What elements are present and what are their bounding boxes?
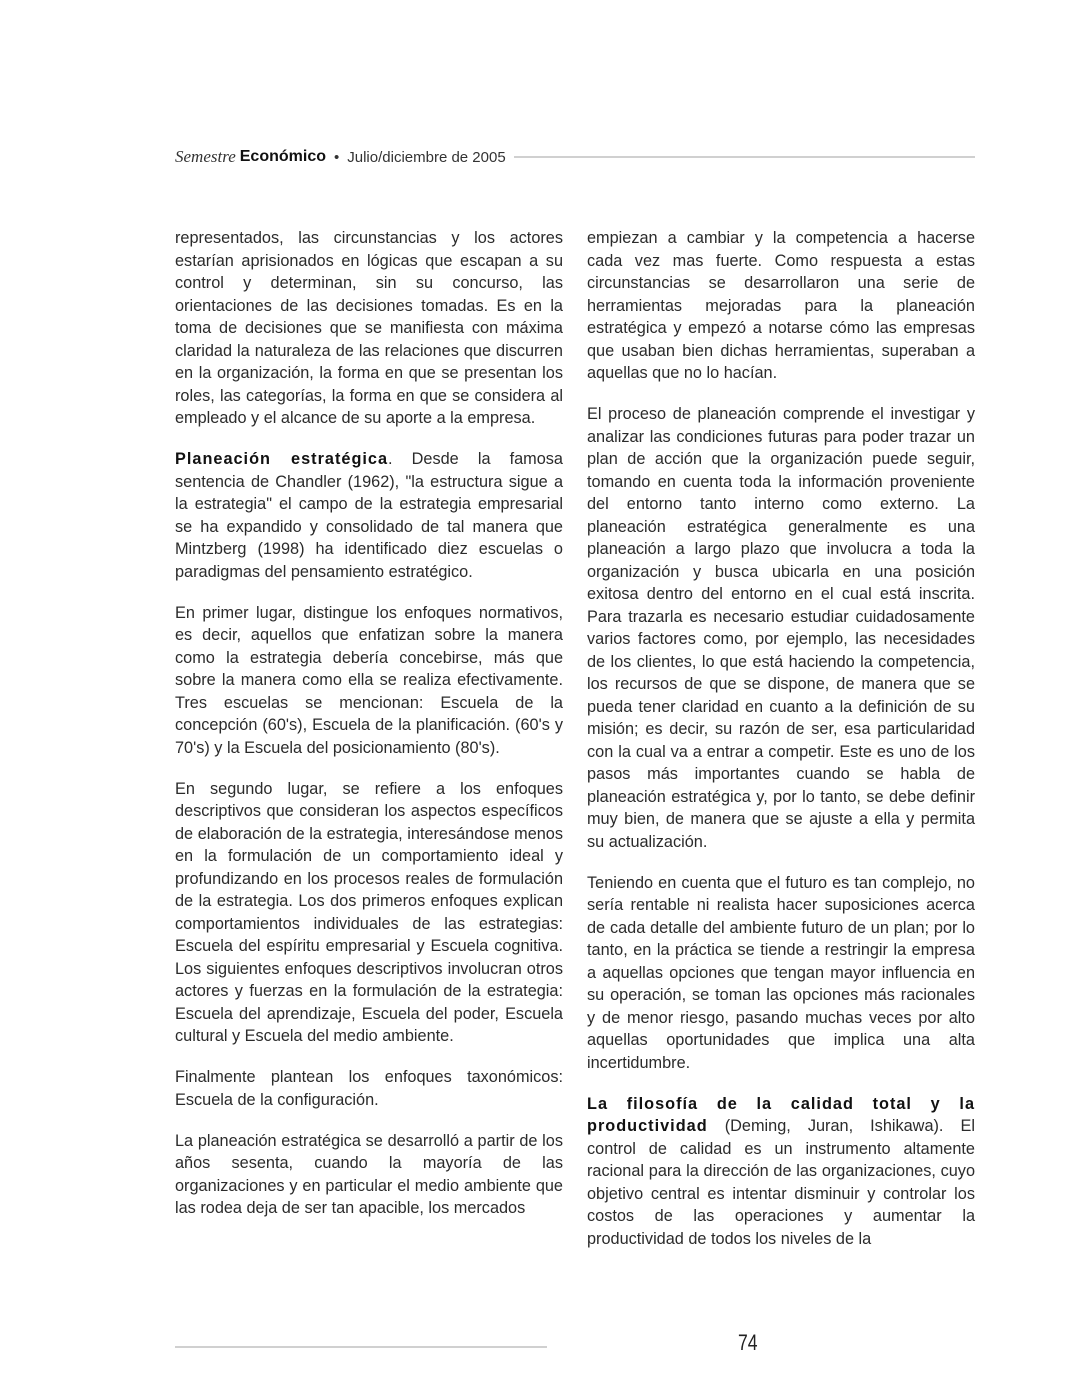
footer-rule bbox=[175, 1346, 547, 1348]
journal-name-italic: Semestre bbox=[175, 147, 236, 166]
paragraph-text: El proceso de planeación comprende el investigar y analizar las condiciones futuras para poder trazar un plan de acción que la organización puede seguir, tomando en cuenta toda la información proveniente del entorno tanto interno como externo. La planeación estratégica generalmente es una planeación a largo plazo que involucra a toda la organización y busca ubicarla en una posición exitosa dentro del entorno en el cual está inscrita. Para trazarla es necesario estudiar cuidadosamente varios factores como, por ejemplo, las necesidades de los clientes, lo que está haciendo la competencia, los recursos de que se dispone, de manera que se pueda tener claridad en cuanto a la definición de su misión; es decir, su razón de ser, esa particularidad con la cual va a entrar a competir. Este es uno de los pasos más importantes cuando se habla de planeación estratégica y, por lo tanto, se debe definir muy bien, de manera que se ajuste a ella y permita su actualización. bbox=[587, 405, 975, 851]
paragraph bbox=[175, 778, 563, 1048]
paragraph-text: Finalmente plantean los enfoques taxonómicos: Escuela de la configuración. bbox=[175, 1068, 563, 1109]
header-separator: • bbox=[333, 148, 340, 166]
paragraph-text: . Desde la famosa sentencia de Chandler (1962), "la estructura sigue a la estrategia" el campo de la estrategia empresarial se ha expandido y consolidado de tal manera que Mintzberg (1998) ha identificado diez escuelas o paradigmas del pensamiento estratégico. bbox=[175, 450, 563, 581]
right-column bbox=[587, 227, 975, 1269]
paragraph-text: (Deming, Juran, Ishikawa). El control de calidad es un instrumento altamente racional para la dirección de las organizaciones, cuyo objetivo central es intentar disminuir y controlar los costos de las operaciones y aumentar la productividad de todos los niveles de la bbox=[587, 1117, 975, 1248]
paragraph bbox=[175, 448, 563, 583]
paragraph-text: La planeación estratégica se desarrolló a partir de los años sesenta, cuando la mayoría de las organizaciones y en particular el medio ambiente que las rodea deja de ser tan apacible, los mercados bbox=[175, 1131, 563, 1217]
section-heading: La filosofía de la calidad total y la productividad bbox=[587, 1094, 975, 1135]
paragraph-text: En primer lugar, distingue los enfoques normativos, es decir, aquellos que enfatizan sobre la manera como la estrategia debería concebirse, más que sobre la manera como ella se realiza efectivamente. Tres escuelas se mencionan: Escuela de la concepción (60's), Escuela de la planificación. (60's y 70's) y la Escuela del posicionamiento (80's). bbox=[175, 603, 563, 757]
paragraph bbox=[587, 227, 975, 385]
paragraph bbox=[175, 602, 563, 760]
journal-name-bold: Económico bbox=[239, 148, 326, 165]
paragraph-text: En segundo lugar, se refiere a los enfoques descriptivos que consideran los aspectos específicos de elaboración de la estrategia, interesándose menos en la formulación de un comportamiento ideal y profundizando en los procesos reales de formulación de la estrategia. Los dos primeros enfoques explican comportamientos individuales de las estrategias: Escuela del espíritu empresarial y Escuela cognitiva. Los siguientes enfoques descriptivos involucran otros actores y fuerzas en la formulación de la estrategia: Escuela del aprendizaje, Escuela del poder, Escuela cultural y Escuela del medio ambiente. bbox=[175, 779, 563, 1045]
issue-date: Julio/diciembre de 2005 bbox=[347, 148, 506, 166]
section-heading: Planeación estratégica bbox=[175, 450, 389, 468]
paragraph-text: Teniendo en cuenta que el futuro es tan complejo, no sería rentable ni realista hacer suposiciones acerca de cada detalle del ambiente futuro de un plan; por lo tanto, en la práctica se tiende a restringir la empresa a aquellas opciones que tengan mayor influencia en su operación, se toman las opciones más racionales y de menor riesgo, pasando muchas veces por alto aquellas oportunidades que implica una alta incertidumbre. bbox=[587, 873, 975, 1072]
paragraph-text: empiezan a cambiar y la competencia a hacerse cada vez mas fuerte. Como respuesta a estas circunstancias se desarrollaron una serie de herramientas mejoradas para la planeación estratégica y empezó a notarse cómo las empresas que usaban bien dichas herramientas, superaban a aquellas que no lo hacían. bbox=[587, 229, 975, 382]
header-rule bbox=[514, 156, 975, 158]
paragraph bbox=[587, 872, 975, 1075]
paragraph bbox=[587, 1093, 975, 1251]
page-footer bbox=[175, 1330, 975, 1360]
left-column bbox=[175, 227, 563, 1238]
paragraph bbox=[587, 403, 975, 853]
paragraph-text: representados, las circunstancias y los actores estarían aprisionados en lógicas que escapan a su control y determinan, sin su concurso, las orientaciones de las decisiones tomadas. Es en la toma de decisiones que se manifiesta con máxima claridad la naturaleza de las relaciones que discurren en la organización, la forma en que se presentan los roles, las categorías, la forma en que se considera al empleado y el alcance de su aporte a la empresa. bbox=[175, 229, 563, 427]
paragraph bbox=[175, 1066, 563, 1111]
running-header bbox=[175, 147, 975, 167]
paragraph bbox=[175, 1130, 563, 1220]
paragraph bbox=[175, 227, 563, 430]
page-number: 74 bbox=[738, 1330, 758, 1355]
